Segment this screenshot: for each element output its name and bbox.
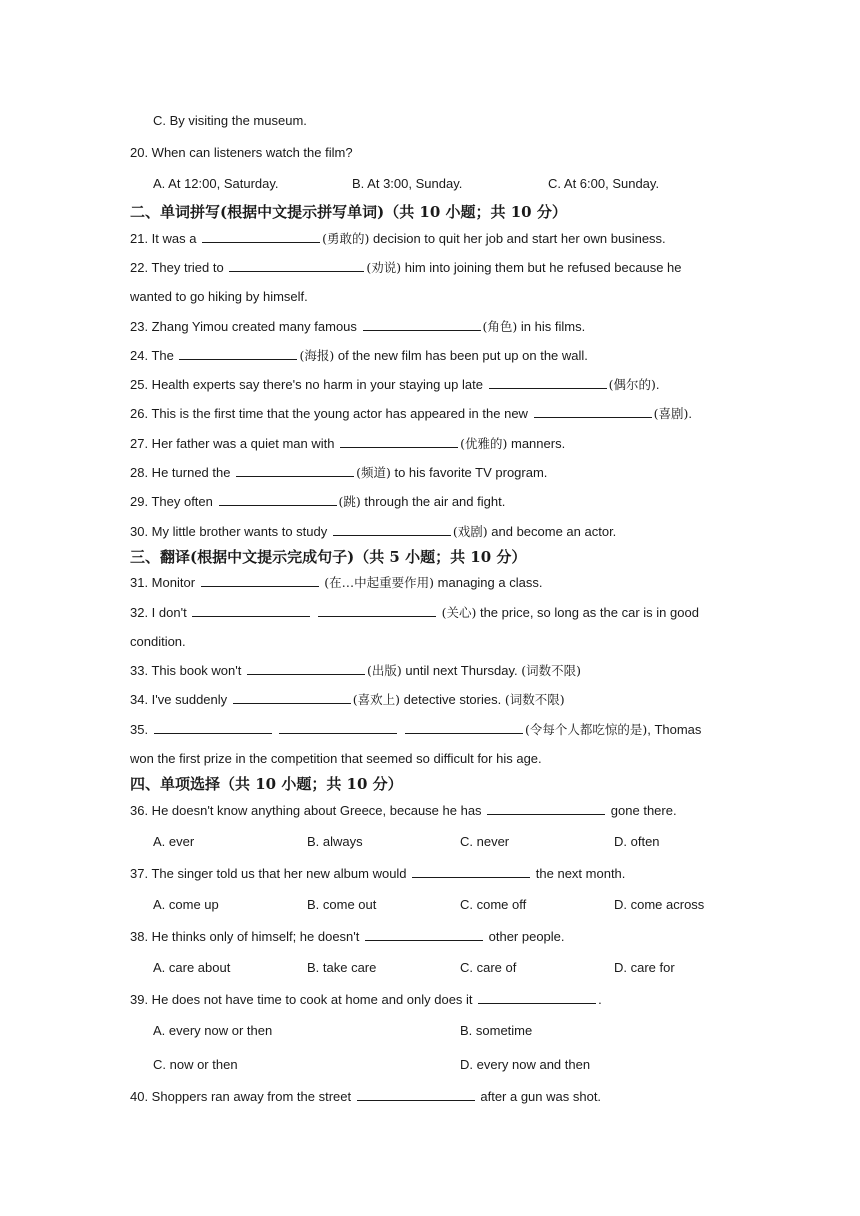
q39-text-end: . — [598, 992, 602, 1007]
q21-text-end: decision to quit her job and start her own business. — [369, 231, 666, 246]
q37 — [130, 865, 625, 883]
q25 — [130, 376, 659, 394]
section-2-title: 二、单词拼写(根据中文提示拼写单词)（共 10 小题；共 10 分） — [130, 203, 567, 221]
q38-text-end: other people. — [485, 929, 565, 944]
q21-text: 21. It was a — [130, 231, 197, 246]
q39-option-c[interactable]: C. now or then — [153, 1057, 238, 1072]
q25-hint: (偶尔的) — [608, 377, 656, 392]
answer-blank[interactable] — [229, 259, 364, 272]
q40-text-end: after a gun was shot. — [476, 1089, 602, 1104]
answer-blank[interactable] — [357, 1088, 475, 1101]
q20-option-a: A. At 12:00, Saturday. — [153, 176, 279, 191]
q37-option-d[interactable]: D. come across — [614, 897, 705, 912]
q26-hint: (喜剧) — [653, 406, 689, 421]
q26-text: 26. This is the first time that the young actor has appeared in the new — [130, 406, 528, 421]
q38 — [130, 928, 565, 946]
answer-blank[interactable] — [363, 318, 481, 331]
q36-option-d[interactable]: D. often — [614, 834, 660, 849]
q28-text: 28. He turned the — [130, 465, 231, 480]
q38-option-c[interactable]: C. care of — [460, 960, 517, 975]
q33-text-end: until next Thursday. — [401, 663, 522, 678]
q37-option-a[interactable]: A. come up — [153, 897, 219, 912]
q25-text-end: . — [655, 377, 660, 392]
answer-blank[interactable] — [318, 604, 436, 617]
answer-blank[interactable] — [405, 721, 523, 734]
answer-blank[interactable] — [236, 464, 354, 477]
q35-continuation: won the first prize in the competition that seemed so difficult for his age. — [130, 751, 542, 766]
q35 — [130, 721, 701, 739]
q22-continuation: wanted to go hiking by himself. — [130, 289, 308, 304]
q32-hint: (关心) — [441, 605, 477, 620]
q23 — [130, 318, 585, 336]
q22-hint: (劝说) — [366, 260, 402, 275]
q26-text-end: . — [688, 406, 692, 421]
q29-text-end: through the air and fight. — [360, 494, 506, 509]
q23-text: 23. Zhang Yimou created many famous — [130, 319, 357, 334]
q31-text: 31. Monitor — [130, 575, 196, 590]
q21-hint: (勇敢的) — [322, 231, 370, 246]
q35-hint: (令每个人都吃惊的是) — [524, 722, 648, 737]
q33-text: 33. This book won't — [130, 663, 242, 678]
q29-hint: (跳) — [338, 494, 361, 509]
q37-text: 37. The singer told us that her new album would — [130, 866, 407, 881]
q39-option-d[interactable]: D. every now and then — [460, 1057, 591, 1072]
answer-blank[interactable] — [279, 721, 397, 734]
q20-option-b: B. At 3:00, Sunday. — [352, 176, 463, 191]
q39-option-a[interactable]: A. every now or then — [153, 1023, 273, 1038]
q32-continuation: condition. — [130, 634, 186, 649]
answer-blank[interactable] — [192, 604, 310, 617]
q35-text: 35. — [130, 722, 149, 737]
q23-text-end: in his films. — [517, 319, 586, 334]
answer-blank[interactable] — [487, 802, 605, 815]
answer-blank[interactable] — [201, 574, 319, 587]
q30-text-end: and become an actor. — [487, 524, 617, 539]
q32 — [130, 604, 699, 622]
q24-text: 24. The — [130, 348, 174, 363]
q38-option-b[interactable]: B. take care — [307, 960, 377, 975]
q34-text: 34. I've suddenly — [130, 692, 228, 707]
q39-option-b[interactable]: B. sometime — [460, 1023, 533, 1038]
q28-hint: (频道) — [356, 465, 391, 480]
q34-word-note: (词数不限) — [504, 692, 565, 707]
q24-text-end: of the new film has been put up on the wall. — [334, 348, 588, 363]
answer-blank[interactable] — [534, 405, 652, 418]
q26 — [130, 405, 692, 423]
q32-text: 32. I don't — [130, 605, 187, 620]
q38-option-d[interactable]: D. care for — [614, 960, 675, 975]
answer-blank[interactable] — [247, 662, 365, 675]
q39-text: 39. He does not have time to cook at home and only does it — [130, 992, 473, 1007]
q27-text-end: manners. — [507, 436, 566, 451]
answer-blank[interactable] — [219, 493, 337, 506]
q22-text: 22. They tried to — [130, 260, 224, 275]
answer-blank[interactable] — [489, 376, 607, 389]
q31-hint: (在…中起重要作用) — [324, 575, 435, 590]
answer-blank[interactable] — [154, 721, 272, 734]
answer-blank[interactable] — [179, 347, 297, 360]
q31 — [130, 574, 542, 592]
q20-stem: 20. When can listeners watch the film? — [130, 145, 353, 160]
q23-hint: (角色) — [482, 319, 518, 334]
q33-hint: (出版) — [367, 663, 402, 678]
q39 — [130, 991, 602, 1009]
q38-option-a[interactable]: A. care about — [153, 960, 231, 975]
q30-text: 30. My little brother wants to study — [130, 524, 328, 539]
q38-text: 38. He thinks only of himself; he doesn't — [130, 929, 360, 944]
section-3-title: 三、翻译(根据中文提示完成句子)（共 5 小题；共 10 分） — [130, 548, 527, 566]
q36-option-a[interactable]: A. ever — [153, 834, 195, 849]
section-4-title: 四、单项选择（共 10 小题；共 10 分） — [130, 775, 403, 793]
q25-text: 25. Health experts say there's no harm in your staying up late — [130, 377, 483, 392]
q37-option-c[interactable]: C. come off — [460, 897, 527, 912]
q30 — [130, 523, 616, 541]
q40-text: 40. Shoppers ran away from the street — [130, 1089, 352, 1104]
q22 — [130, 259, 682, 277]
q35-text-end: , Thomas — [647, 722, 702, 737]
q19-option-c: C. By visiting the museum. — [153, 113, 307, 128]
q36-text: 36. He doesn't know anything about Greece, because he has — [130, 803, 482, 818]
answer-blank[interactable] — [412, 865, 530, 878]
q30-hint: (戏剧) — [452, 524, 488, 539]
answer-blank[interactable] — [340, 435, 458, 448]
q21 — [130, 230, 666, 248]
q31-text-end: managing a class. — [434, 575, 543, 590]
q27-hint: (优雅的) — [460, 436, 508, 451]
q33-word-note: (词数不限) — [521, 663, 582, 678]
q34-hint: (喜欢上) — [352, 692, 401, 707]
q29-text: 29. They often — [130, 494, 213, 509]
q34-text-end: detective stories. — [400, 692, 505, 707]
q37-text-end: the next month. — [532, 866, 626, 881]
answer-blank[interactable] — [365, 928, 483, 941]
q20-option-c: C. At 6:00, Sunday. — [548, 176, 660, 191]
q29 — [130, 493, 505, 511]
q24 — [130, 347, 588, 365]
q36 — [130, 802, 677, 820]
answer-blank[interactable] — [202, 230, 320, 243]
answer-blank[interactable] — [478, 991, 596, 1004]
answer-blank[interactable] — [233, 691, 351, 704]
q28-text-end: to his favorite TV program. — [390, 465, 548, 480]
q22-text-end: him into joining them but he refused because he — [401, 260, 682, 275]
q33 — [130, 662, 581, 680]
q37-option-b[interactable]: B. come out — [307, 897, 377, 912]
q24-hint: (海报) — [299, 348, 335, 363]
q36-option-c[interactable]: C. never — [460, 834, 510, 849]
q36-text-end: gone there. — [607, 803, 677, 818]
q27-text: 27. Her father was a quiet man with — [130, 436, 335, 451]
q40 — [130, 1088, 601, 1106]
q32-text-end: the price, so long as the car is in good — [476, 605, 699, 620]
answer-blank[interactable] — [333, 523, 451, 536]
q27 — [130, 435, 565, 453]
q28 — [130, 464, 547, 482]
q34 — [130, 691, 565, 709]
q36-option-b[interactable]: B. always — [307, 834, 363, 849]
